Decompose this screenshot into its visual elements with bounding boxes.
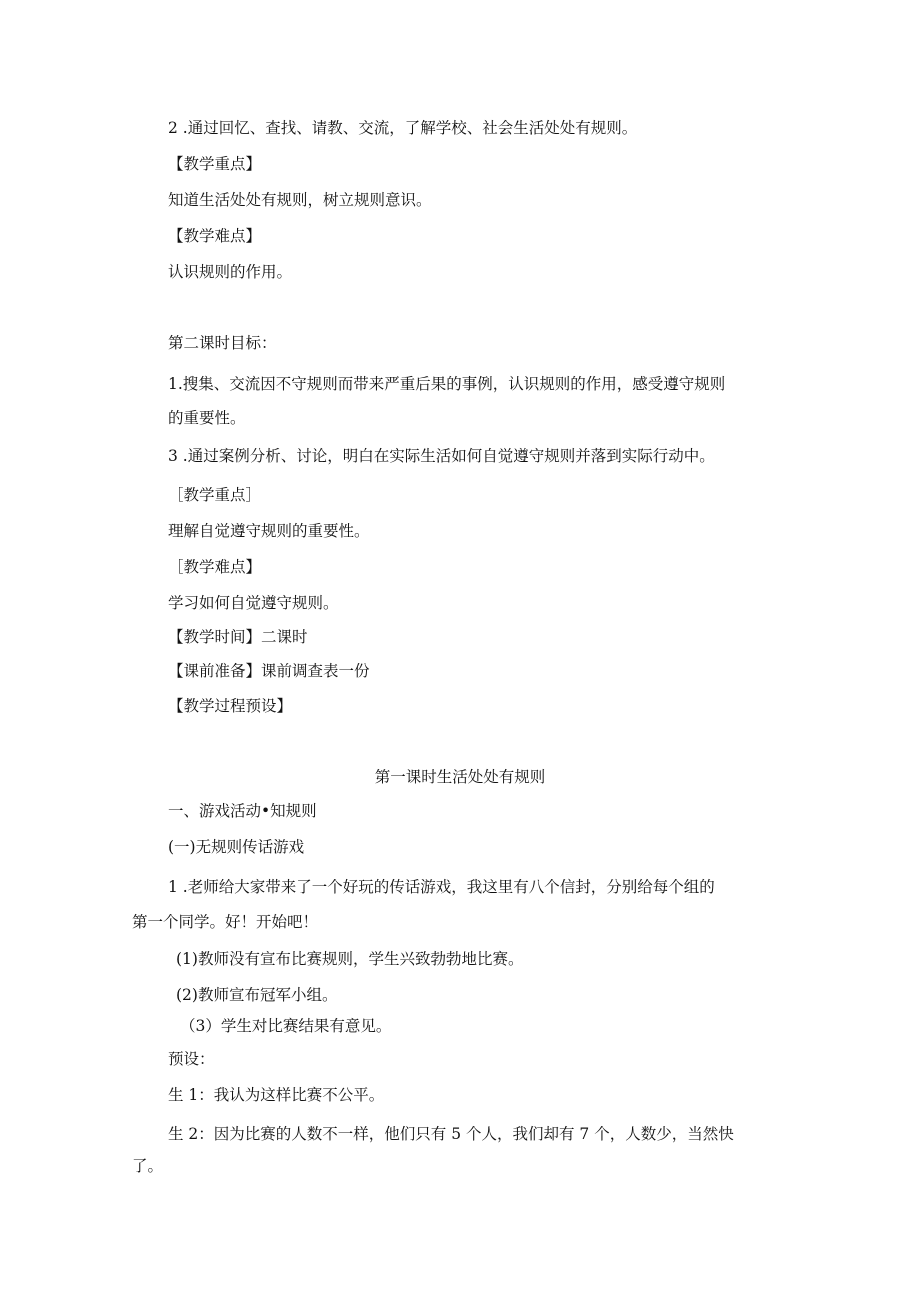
activity-sub-1: (1)教师没有宣布比赛规则，学生兴致勃勃地比赛。	[176, 950, 524, 968]
heading-teaching-focus: 【教学重点】	[168, 155, 262, 173]
activity-sub-3: （3）学生对比赛结果有意见。	[180, 1017, 392, 1035]
second-objective-item-1-cont: 的重要性。	[168, 409, 246, 427]
teaching-focus-text-2: 理解自觉遵守规则的重要性。	[168, 522, 370, 540]
subsection-heading: (一)无规则传话游戏	[168, 838, 305, 856]
second-objective-item-1: 1.搜集、交流因不守规则而带来严重后果的事例，认识规则的作用，感受遵守规则	[168, 375, 726, 393]
preset-label: 预设：	[168, 1050, 215, 1068]
teaching-time: 【教学时间】二课时	[168, 628, 308, 646]
section-one-heading: 一、游戏活动•知规则	[168, 802, 317, 820]
heading-teaching-difficulty: 【教学难点】	[168, 227, 262, 245]
heading-teaching-focus-2: ［教学重点］	[168, 486, 262, 504]
student-2-response: 生 2：因为比赛的人数不一样，他们只有 5 个人，我们却有 7 个，人数少，当然快	[168, 1125, 734, 1143]
teaching-focus-text: 知道生活处处有规则，树立规则意识。	[168, 191, 432, 209]
activity-sub-2: (2)教师宣布冠军小组。	[176, 986, 338, 1004]
second-objective-item-3: 3 .通过案例分析、讨论，明白在实际生活如何自觉遵守规则并落到实际行动中。	[168, 447, 715, 465]
second-lesson-objectives-heading: 第二课时目标：	[168, 334, 277, 352]
heading-teaching-process: 【教学过程预设】	[168, 697, 293, 715]
student-2-response-cont: 了。	[132, 1157, 164, 1175]
activity-step-1-cont: 第一个同学。好！开始吧！	[132, 913, 319, 931]
class-preparation: 【课前准备】课前调查表一份	[168, 662, 370, 680]
student-1-response: 生 1：我认为这样比赛不公平。	[168, 1086, 385, 1104]
activity-step-1: 1 .老师给大家带来了一个好玩的传话游戏，我这里有八个信封，分别给每个组的	[168, 878, 715, 896]
heading-teaching-difficulty-2: ［教学难点】	[168, 558, 262, 576]
objective-item-2: 2 .通过回忆、查找、请教、交流，了解学校、社会生活处处有规则。	[168, 119, 638, 137]
teaching-difficulty-text: 认识规则的作用。	[168, 263, 293, 281]
lesson-one-title: 第一课时生活处处有规则	[374, 768, 546, 786]
teaching-difficulty-text-2: 学习如何自觉遵守规则。	[168, 594, 339, 612]
